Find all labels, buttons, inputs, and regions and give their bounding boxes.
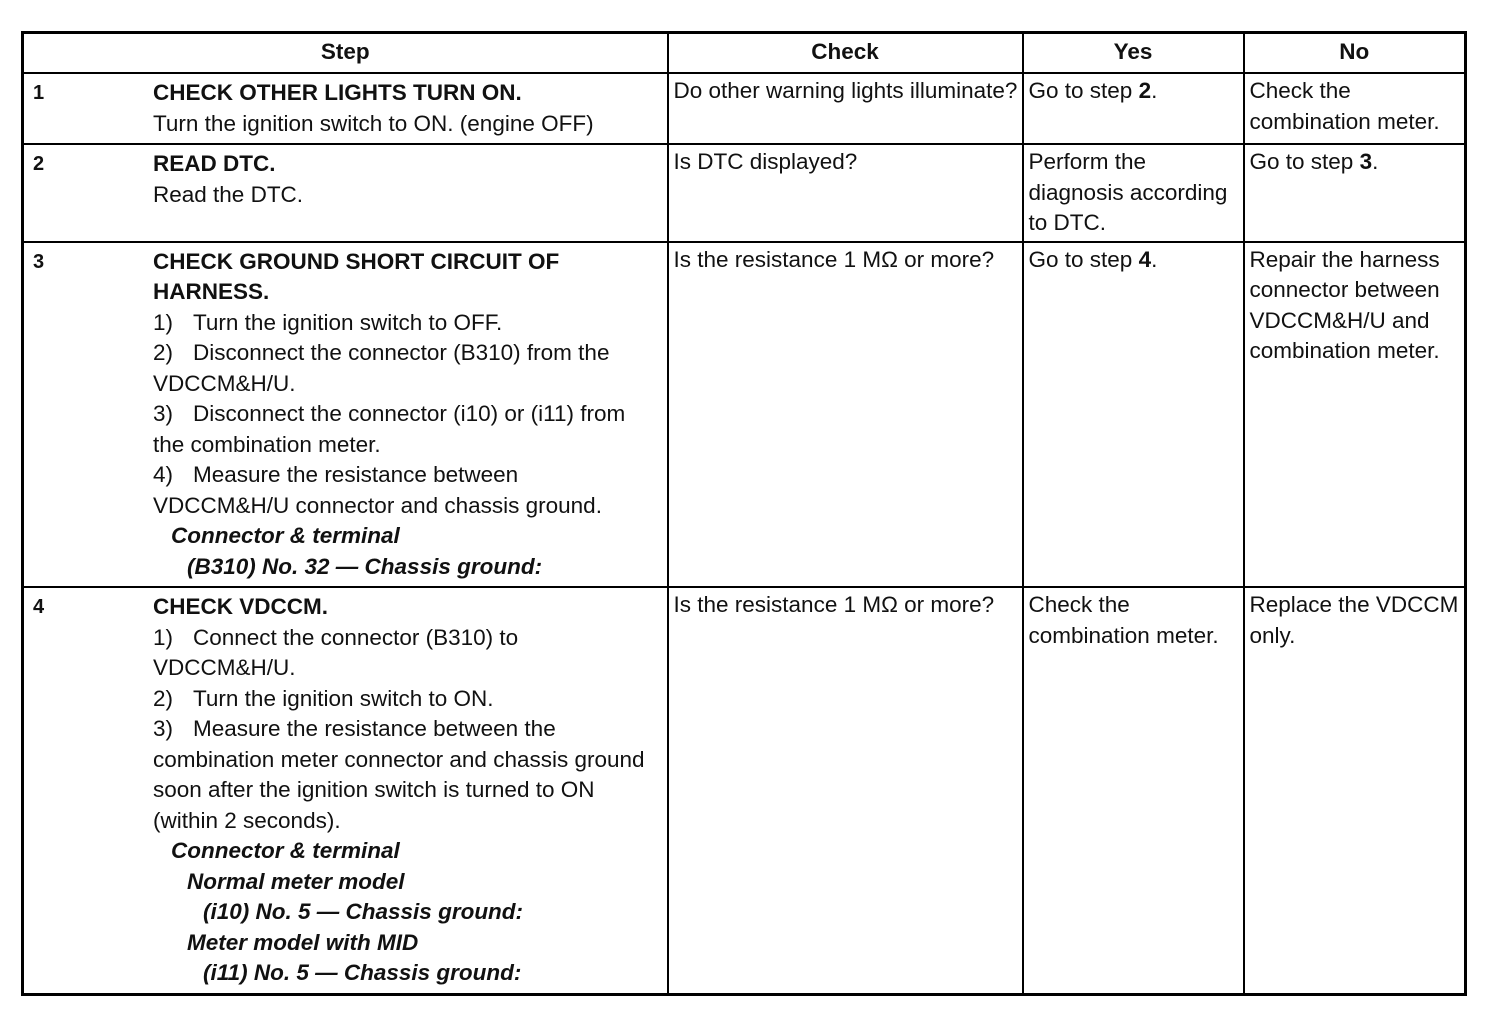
yes-cell: Perform the diagnosis according to DTC. <box>1023 144 1244 242</box>
substep <box>153 308 659 339</box>
connector-value: (B310) No. 32 — Chassis ground: <box>187 553 543 579</box>
table-row <box>23 587 1466 994</box>
connector-value-normal: (i10) No. 5 — Chassis ground: <box>203 899 524 924</box>
yes-suffix: . <box>1151 246 1158 272</box>
substep <box>153 460 659 521</box>
check-cell: Is the resistance 1 MΩ or more? <box>668 242 1023 588</box>
step-number: 1 <box>33 82 45 104</box>
header-row <box>23 33 1466 74</box>
substep-number: 4) <box>153 462 174 487</box>
table-row <box>23 73 1466 144</box>
step-title: CHECK OTHER LIGHTS TURN ON. <box>153 80 522 105</box>
yes-cell <box>1023 73 1244 144</box>
header-step: Step <box>23 33 668 74</box>
step-body <box>153 149 659 210</box>
substep-text: Turn the ignition switch to OFF. <box>193 309 503 335</box>
no-step-ref: 3 <box>1359 149 1373 174</box>
yes-cell: Check the combination meter. <box>1023 587 1244 994</box>
step-number: 3 <box>33 250 45 273</box>
step-title: READ DTC. <box>153 151 276 176</box>
step-text: Turn the ignition switch to ON. (engine OFF) <box>153 110 594 136</box>
step-title: CHECK GROUND SHORT CIRCUIT OF HARNESS. <box>153 248 560 304</box>
check-cell: Is DTC displayed? <box>668 144 1023 242</box>
substep-number: 3) <box>153 716 174 741</box>
table-row <box>23 144 1466 242</box>
check-cell: Is the resistance 1 MΩ or more? <box>668 587 1023 994</box>
yes-prefix: Go to step <box>1028 78 1139 103</box>
meter-model-mid: Meter model with MID <box>187 929 419 955</box>
substep-number: 2) <box>153 685 174 711</box>
step-body <box>153 592 659 989</box>
step-text: Read the DTC. <box>153 181 304 207</box>
substep-text: Disconnect the connector (i10) or (i11) from the combination meter. <box>153 401 626 457</box>
meter-model-normal: Normal meter model <box>187 868 405 894</box>
step-cell <box>23 587 668 994</box>
connector-value-mid: (i11) No. 5 — Chassis ground: <box>203 960 522 985</box>
header-no: No <box>1244 33 1466 74</box>
table-row <box>23 242 1466 588</box>
no-cell: Replace the VDCCM only. <box>1244 587 1466 994</box>
connector-label: Connector & terminal <box>171 523 400 548</box>
step-body <box>153 247 659 583</box>
substep-text: Connect the connector (B310) to VDCCM&H/U. <box>153 624 519 680</box>
substep-number: 3) <box>153 401 174 426</box>
substep-text: Disconnect the connector (B310) from the VDCCM&H/U. <box>153 340 610 396</box>
diagnosis-table <box>21 31 1467 996</box>
step-body <box>153 78 659 139</box>
no-prefix: Go to step <box>1249 149 1360 174</box>
substep <box>153 399 659 460</box>
substep <box>153 684 659 715</box>
substep <box>153 338 659 399</box>
yes-step-ref: 4 <box>1138 246 1152 272</box>
no-cell: Repair the harness connector between VDCCM&H/U and combination meter. <box>1244 242 1466 588</box>
step-cell <box>23 242 668 588</box>
no-cell <box>1244 144 1466 242</box>
yes-prefix: Go to step <box>1028 246 1139 272</box>
substep-number: 1) <box>153 624 174 650</box>
header-check: Check <box>668 33 1023 74</box>
substep <box>153 714 659 836</box>
step-cell <box>23 73 668 144</box>
step-cell <box>23 144 668 242</box>
substep-text: Measure the resistance between the combination meter connector and chassis ground soon after the ignition switch is turned to ON (within 2 seconds). <box>153 716 645 833</box>
step-number: 4 <box>33 596 45 618</box>
step-title: CHECK VDCCM. <box>153 594 329 619</box>
step-number: 2 <box>33 153 45 175</box>
connector-label: Connector & terminal <box>171 838 400 863</box>
substep-number: 1) <box>153 309 174 335</box>
header-yes: Yes <box>1023 33 1244 74</box>
substep <box>153 623 659 684</box>
yes-step-ref: 2 <box>1138 78 1152 103</box>
substep-number: 2) <box>153 340 174 365</box>
no-suffix: . <box>1372 149 1379 174</box>
yes-suffix: . <box>1151 78 1158 103</box>
substep-text: Turn the ignition switch to ON. <box>193 685 494 711</box>
yes-cell <box>1023 242 1244 588</box>
check-cell: Do other warning lights illuminate? <box>668 73 1023 144</box>
no-cell: Check the combination meter. <box>1244 73 1466 144</box>
substep-text: Measure the resistance between VDCCM&H/U connector and chassis ground. <box>153 462 602 518</box>
